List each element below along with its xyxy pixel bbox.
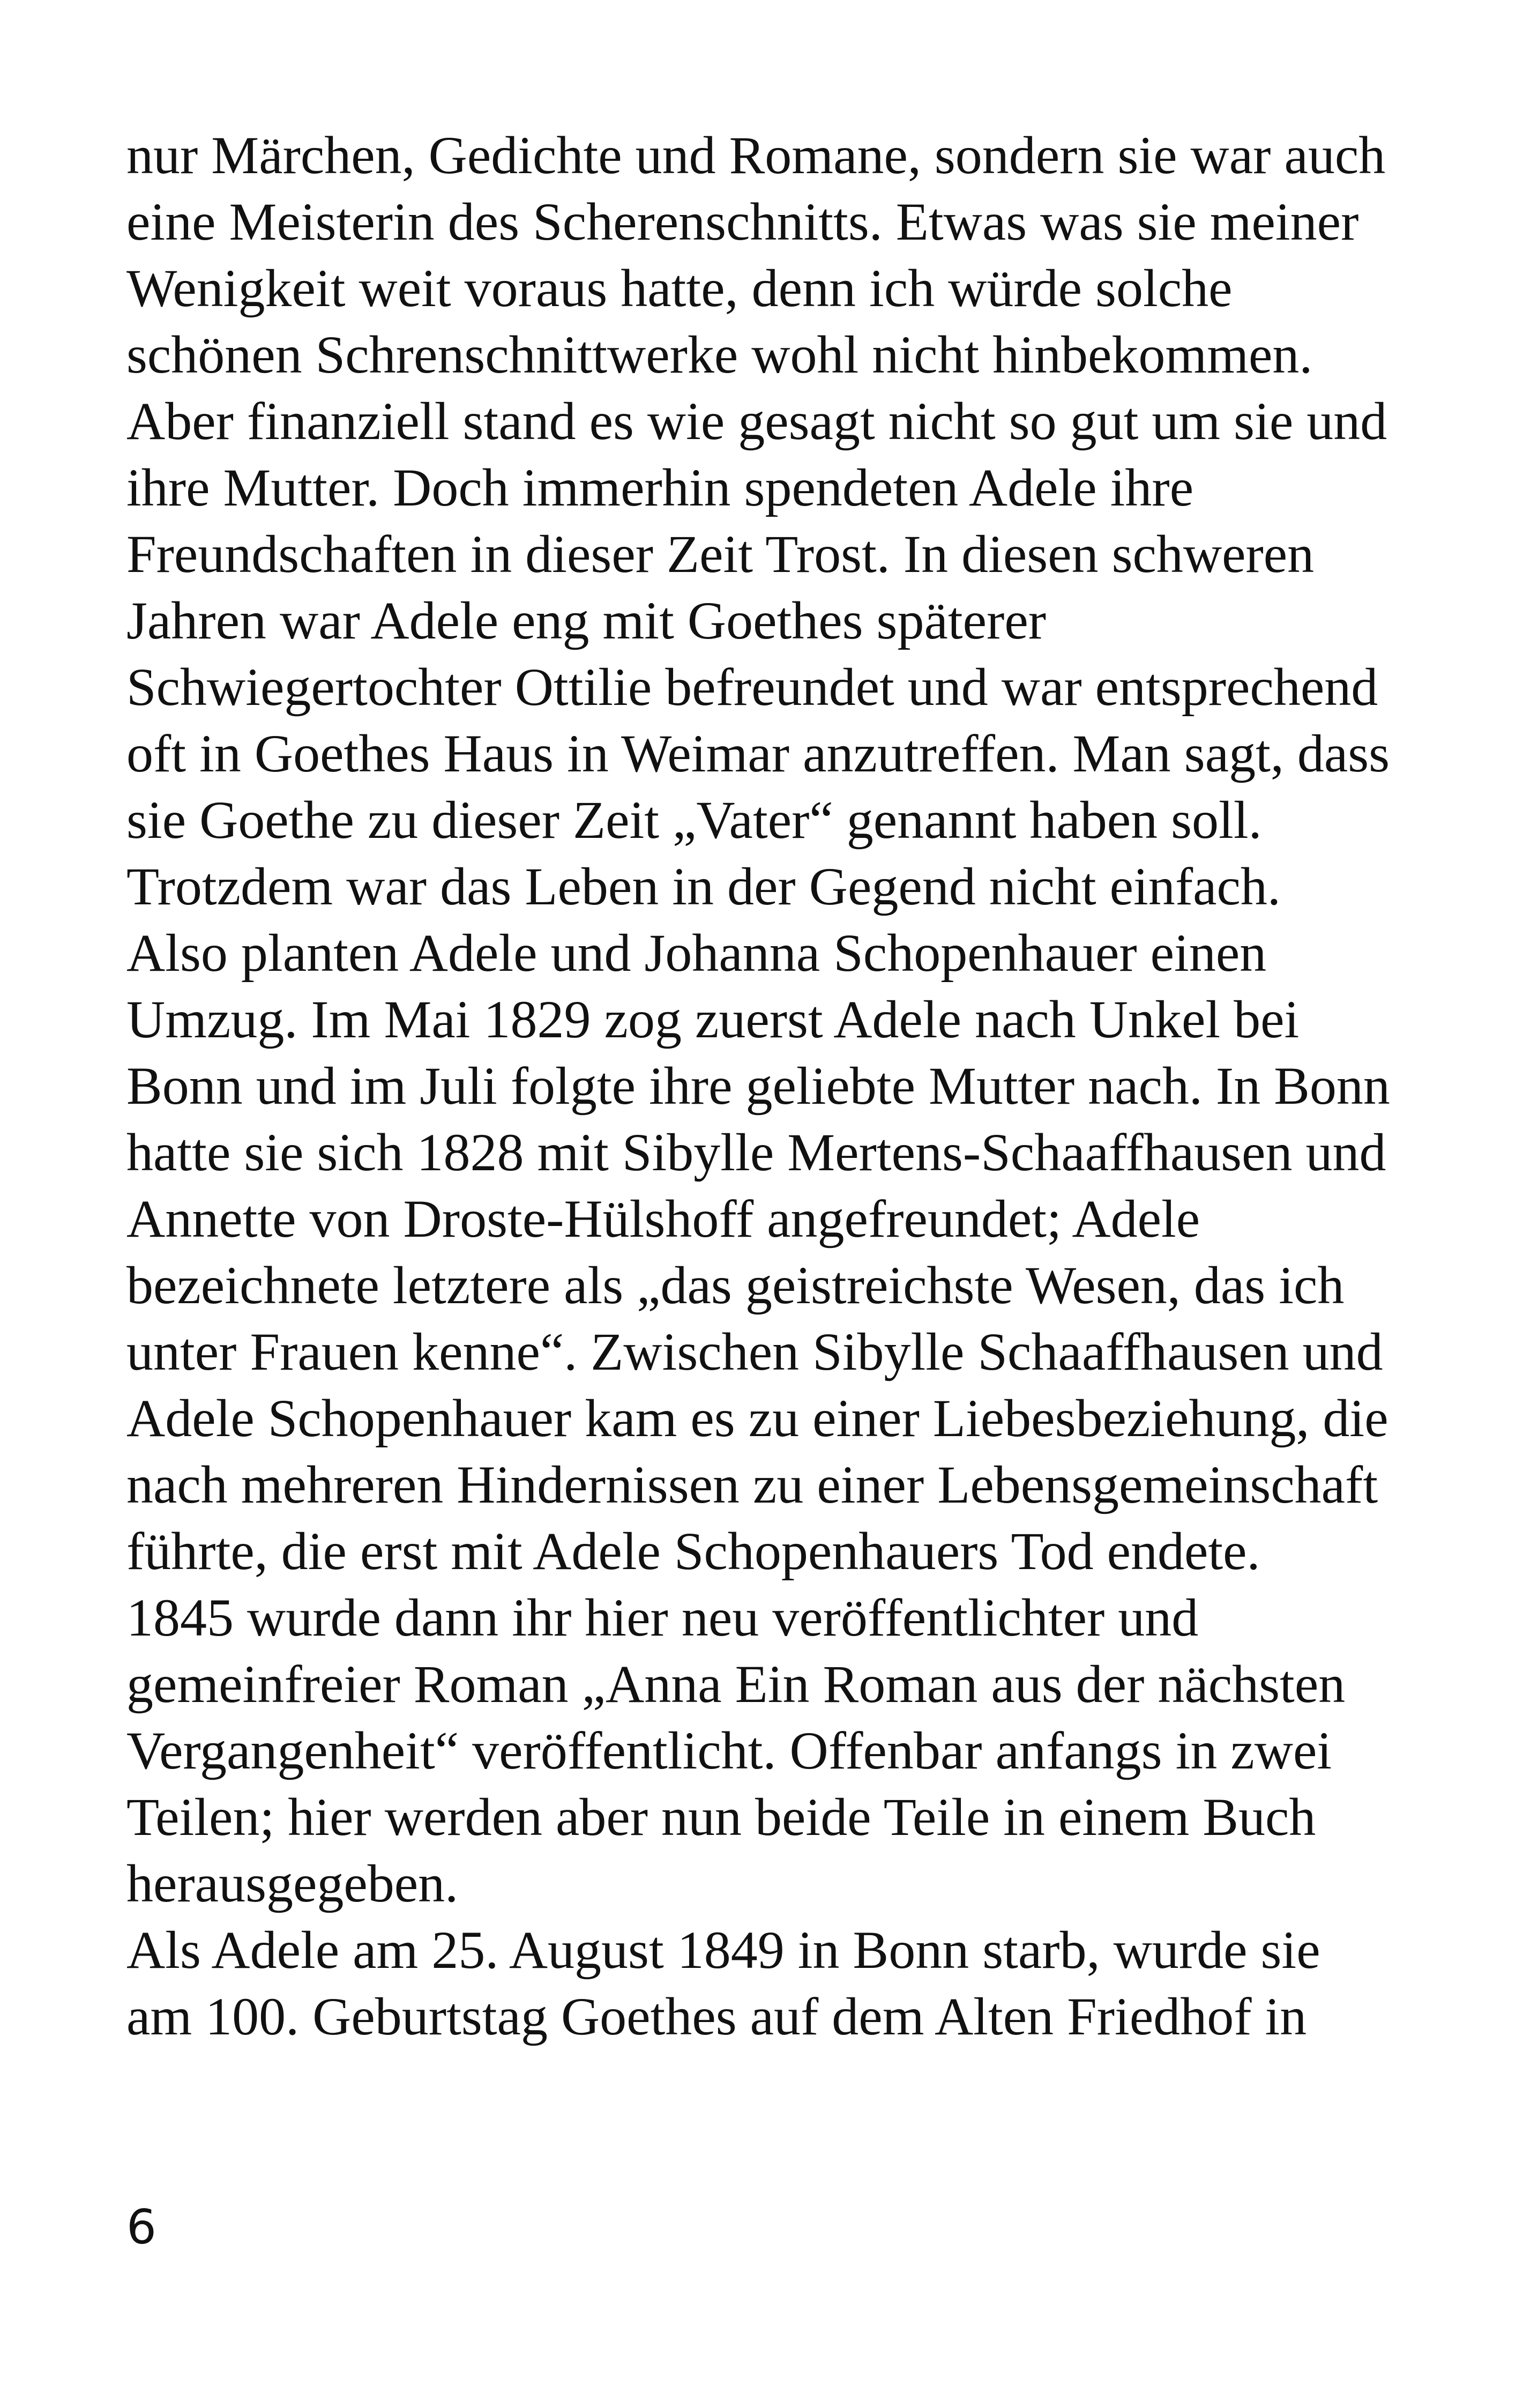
text-line: unter Frauen kenne“. Zwischen Sibylle Schaaffhausen und bbox=[126, 1322, 1383, 1381]
body-text bbox=[126, 122, 1423, 2050]
text-line: bezeichnete letztere als „das geistreichste Wesen, das ich bbox=[126, 1255, 1345, 1315]
text-line: nur Märchen, Gedichte und Romane, sondern sie war auch bbox=[126, 125, 1386, 185]
text-line: hatte sie sich 1828 mit Sibylle Mertens-Schaaffhausen und bbox=[126, 1123, 1386, 1182]
text-line: Bonn und im Juli folgte ihre geliebte Mutter nach. In Bonn bbox=[126, 1056, 1390, 1116]
text-line: oft in Goethes Haus in Weimar anzutreffen. Man sagt, dass bbox=[126, 724, 1390, 783]
text-line: gemeinfreier Roman „Anna Ein Roman aus der nächsten bbox=[126, 1654, 1346, 1714]
text-line: herausgegeben. bbox=[126, 1854, 459, 1913]
text-line: Umzug. Im Mai 1829 zog zuerst Adele nach Unkel bei bbox=[126, 990, 1300, 1049]
text-line: sie Goethe zu dieser Zeit „Vater“ genannt haben soll. bbox=[126, 790, 1262, 850]
text-line: am 100. Geburtstag Goethes auf dem Alten Friedhof in bbox=[126, 1987, 1307, 2046]
text-line: ihre Mutter. Doch immerhin spendeten Adele ihre bbox=[126, 458, 1194, 517]
text-line: Also planten Adele und Johanna Schopenhauer einen bbox=[126, 923, 1267, 983]
text-line: 1845 wurde dann ihr hier neu veröffentlichter und bbox=[126, 1588, 1199, 1647]
text-line: Jahren war Adele eng mit Goethes späterer bbox=[126, 591, 1047, 650]
text-line: eine Meisterin des Scherenschnitts. Etwas was sie meiner bbox=[126, 192, 1359, 251]
text-line: Trotzdem war das Leben in der Gegend nicht einfach. bbox=[126, 857, 1281, 916]
page-number: 6 bbox=[126, 2199, 156, 2255]
text-line: schönen Schrenschnittwerke wohl nicht hinbekommen. bbox=[126, 325, 1313, 384]
text-line: Teilen; hier werden aber nun beide Teile in einem Buch bbox=[126, 1787, 1316, 1847]
text-line: Adele Schopenhauer kam es zu einer Liebesbeziehung, die bbox=[126, 1388, 1388, 1448]
text-line: nach mehreren Hindernissen zu einer Lebensgemeinschaft bbox=[126, 1455, 1378, 1514]
text-line: Annette von Droste-Hülshoff angefreundet; Adele bbox=[126, 1189, 1200, 1248]
text-line: Aber finanziell stand es wie gesagt nicht so gut um sie und bbox=[126, 391, 1387, 451]
text-line: Freundschaften in dieser Zeit Trost. In diesen schweren bbox=[126, 524, 1315, 584]
text-line: führte, die erst mit Adele Schopenhauers Tod endete. bbox=[126, 1521, 1260, 1581]
text-line: Als Adele am 25. August 1849 in Bonn starb, wurde sie bbox=[126, 1920, 1320, 1980]
text-line: Schwiegertochter Ottilie befreundet und war entsprechend bbox=[126, 657, 1378, 717]
text-line: Vergangenheit“ veröffentlicht. Offenbar anfangs in zwei bbox=[126, 1721, 1332, 1780]
text-line: Wenigkeit weit voraus hatte, denn ich würde solche bbox=[126, 258, 1233, 318]
